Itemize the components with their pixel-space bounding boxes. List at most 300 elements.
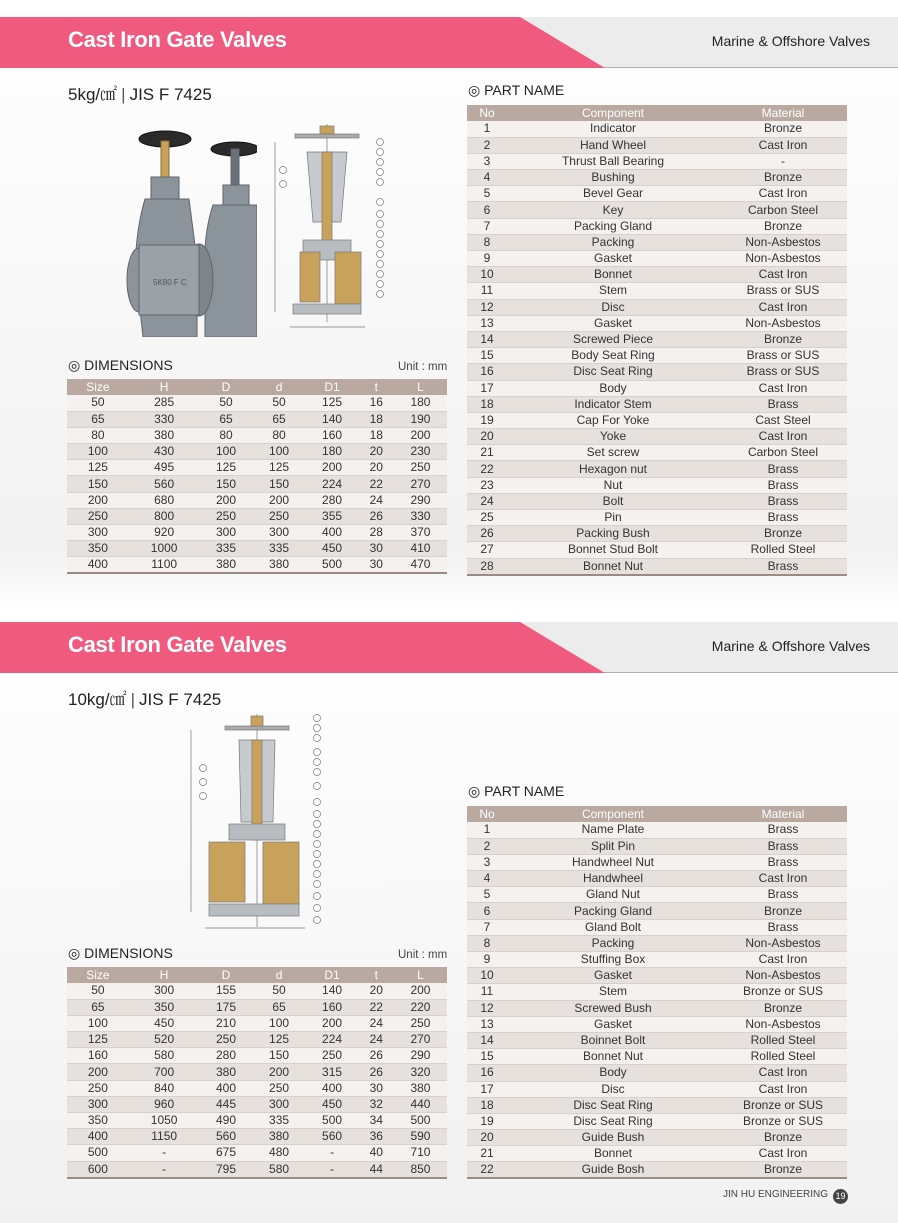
table-cell: 160	[306, 999, 359, 1015]
table-cell: 20	[467, 429, 507, 445]
table-cell: 350	[67, 541, 129, 557]
table-cell: 100	[67, 444, 129, 460]
table-cell: 500	[67, 1145, 129, 1161]
table-cell: Brass	[719, 838, 847, 854]
table-cell: 10	[467, 968, 507, 984]
part-row	[467, 153, 847, 169]
part-name-heading: ◎ PART NAME	[468, 783, 565, 799]
table-cell: 24	[467, 493, 507, 509]
table-cell: 16	[467, 1065, 507, 1081]
part-row	[467, 477, 847, 493]
table-cell: Cast Iron	[719, 429, 847, 445]
part-row	[467, 1097, 847, 1113]
table-cell: 26	[359, 1048, 394, 1064]
table-cell: Yoke	[507, 429, 719, 445]
table-cell: Body Seat Ring	[507, 348, 719, 364]
table-cell: 14	[467, 1032, 507, 1048]
part-name-table	[467, 105, 847, 576]
part-row	[467, 1146, 847, 1162]
table-cell: 100	[199, 444, 252, 460]
dimensions-table	[67, 967, 447, 1179]
table-cell: 17	[467, 380, 507, 396]
table-cell: Body	[507, 1065, 719, 1081]
table-cell: Cast Iron	[719, 380, 847, 396]
table-cell: Packing	[507, 935, 719, 951]
column-header: D	[199, 379, 252, 395]
table-cell: 224	[306, 476, 359, 492]
table-cell: 1	[467, 822, 507, 838]
table-cell: 335	[199, 541, 252, 557]
table-cell: 13	[467, 315, 507, 331]
table-cell: Handwheel Nut	[507, 854, 719, 870]
part-row	[467, 299, 847, 315]
table-cell: Bronze	[719, 526, 847, 542]
part-row	[467, 202, 847, 218]
table-cell: 850	[394, 1161, 447, 1178]
table-cell: 380	[199, 1064, 252, 1080]
table-cell: -	[306, 1161, 359, 1178]
table-cell: 9	[467, 952, 507, 968]
table-cell: Cast Iron	[719, 137, 847, 153]
table-cell: 125	[253, 1032, 306, 1048]
table-cell: Cap For Yoke	[507, 412, 719, 428]
table-cell: 22	[359, 476, 394, 492]
table-cell: 50	[67, 395, 129, 411]
table-cell: 330	[394, 508, 447, 524]
table-cell: 28	[467, 558, 507, 575]
section-10k	[0, 620, 898, 1223]
table-cell: 270	[394, 1032, 447, 1048]
table-cell: 200	[394, 983, 447, 999]
table-cell: 25	[467, 510, 507, 526]
table-cell: Carbon Steel	[719, 202, 847, 218]
table-cell: 125	[306, 395, 359, 411]
table-cell: 290	[394, 492, 447, 508]
table-cell: 16	[467, 364, 507, 380]
table-cell: 180	[306, 444, 359, 460]
table-cell: Cast Iron	[719, 871, 847, 887]
unit-label: Unit : mm	[398, 949, 448, 961]
table-cell: 11	[467, 984, 507, 1000]
cross-section-drawing	[265, 122, 390, 337]
table-cell: Disc Seat Ring	[507, 1113, 719, 1129]
table-cell: 27	[467, 542, 507, 558]
part-name-table	[467, 806, 847, 1179]
table-cell: Brass	[719, 396, 847, 412]
table-cell: 300	[253, 1096, 306, 1112]
table-cell: 22	[359, 999, 394, 1015]
dimension-row	[67, 1048, 447, 1064]
table-cell: 330	[129, 411, 200, 427]
table-cell: 6	[467, 202, 507, 218]
table-cell: 370	[394, 525, 447, 541]
part-row	[467, 984, 847, 1000]
table-cell: 920	[129, 525, 200, 541]
part-row	[467, 822, 847, 838]
part-row	[467, 380, 847, 396]
page-title: Cast Iron Gate Valves	[68, 632, 287, 657]
part-row	[467, 283, 847, 299]
table-cell: 100	[253, 444, 306, 460]
table-cell: 800	[129, 508, 200, 524]
table-cell: 400	[306, 525, 359, 541]
standard-code: JIS F 7425	[139, 690, 222, 709]
table-cell: 140	[306, 411, 359, 427]
table-cell: 1	[467, 121, 507, 137]
part-row	[467, 331, 847, 347]
table-cell: Brass or SUS	[719, 348, 847, 364]
table-cell: Brass	[719, 461, 847, 477]
table-cell: 350	[67, 1113, 129, 1129]
part-row	[467, 218, 847, 234]
page-title: Cast Iron Gate Valves	[68, 27, 287, 52]
table-cell: Screwed Piece	[507, 331, 719, 347]
table-cell: 1150	[129, 1129, 200, 1145]
table-cell: 280	[199, 1048, 252, 1064]
part-row	[467, 871, 847, 887]
table-cell: 380	[129, 427, 200, 443]
table-cell: Brass or SUS	[719, 364, 847, 380]
table-cell: Pin	[507, 510, 719, 526]
part-row	[467, 903, 847, 919]
column-header: No	[467, 105, 507, 121]
table-cell: Brass	[719, 558, 847, 575]
table-cell: 250	[199, 1032, 252, 1048]
table-cell: 65	[67, 999, 129, 1015]
table-cell: 1100	[129, 557, 200, 574]
part-row	[467, 558, 847, 575]
table-cell: 3	[467, 153, 507, 169]
table-cell: 22	[467, 461, 507, 477]
part-row	[467, 1065, 847, 1081]
dimension-row	[67, 999, 447, 1015]
table-cell: Stuffing Box	[507, 952, 719, 968]
table-cell: 840	[129, 1080, 200, 1096]
table-cell: 495	[129, 460, 200, 476]
table-cell: 355	[306, 508, 359, 524]
table-cell: 250	[394, 460, 447, 476]
table-cell: 19	[467, 1113, 507, 1129]
part-row	[467, 396, 847, 412]
table-cell: 250	[306, 1048, 359, 1064]
dimension-row	[67, 525, 447, 541]
company-footer: JIN HU ENGINEERING	[722, 1189, 828, 1200]
table-cell: 450	[129, 1015, 200, 1031]
table-cell: 680	[129, 492, 200, 508]
table-cell: 80	[67, 427, 129, 443]
table-cell: 65	[253, 411, 306, 427]
table-cell: 400	[306, 1080, 359, 1096]
table-cell: Bronze	[719, 331, 847, 347]
table-cell: 40	[359, 1145, 394, 1161]
table-cell: 1050	[129, 1113, 200, 1129]
table-cell: Bronze	[719, 903, 847, 919]
table-cell: Bronze	[719, 1130, 847, 1146]
table-cell: 32	[359, 1096, 394, 1112]
table-cell: Bronze or SUS	[719, 1097, 847, 1113]
table-cell: Brass	[719, 493, 847, 509]
table-cell: Bronze	[719, 121, 847, 137]
table-cell: 470	[394, 557, 447, 574]
dimension-row	[67, 557, 447, 574]
table-cell: 150	[199, 476, 252, 492]
table-cell: Carbon Steel	[719, 445, 847, 461]
column-header: t	[359, 967, 394, 983]
table-cell: 380	[394, 1080, 447, 1096]
table-cell: 250	[253, 508, 306, 524]
table-cell: 26	[467, 526, 507, 542]
table-cell: 285	[129, 395, 200, 411]
table-cell: 200	[253, 1064, 306, 1080]
table-cell: 795	[199, 1161, 252, 1178]
table-cell: 250	[253, 1080, 306, 1096]
table-cell: 4	[467, 871, 507, 887]
table-cell: 270	[394, 476, 447, 492]
table-cell: Cast Iron	[719, 299, 847, 315]
table-cell: Non-Asbestos	[719, 234, 847, 250]
table-cell: Cast Iron	[719, 1146, 847, 1162]
table-cell: 400	[67, 1129, 129, 1145]
table-cell: 315	[306, 1064, 359, 1080]
table-cell: 250	[67, 508, 129, 524]
table-cell: 700	[129, 1064, 200, 1080]
table-cell: 400	[67, 557, 129, 574]
standard-code: JIS F 7425	[129, 85, 212, 104]
header-banner	[0, 622, 898, 673]
table-cell: 150	[253, 476, 306, 492]
table-cell: 2	[467, 137, 507, 153]
part-row	[467, 1032, 847, 1048]
part-row	[467, 137, 847, 153]
dimension-row	[67, 427, 447, 443]
part-row	[467, 854, 847, 870]
table-cell: 100	[253, 1015, 306, 1031]
table-cell: 320	[394, 1064, 447, 1080]
part-name-heading: ◎ PART NAME	[468, 82, 565, 98]
table-cell: 600	[67, 1161, 129, 1178]
table-cell: Disc	[507, 299, 719, 315]
table-cell: 18	[467, 396, 507, 412]
table-cell: Packing	[507, 234, 719, 250]
table-cell: 30	[359, 1080, 394, 1096]
table-cell: Guide Bosh	[507, 1162, 719, 1179]
table-cell: 250	[67, 1080, 129, 1096]
part-row	[467, 1081, 847, 1097]
table-cell: 21	[467, 445, 507, 461]
table-cell: 26	[359, 1064, 394, 1080]
dimension-row	[67, 983, 447, 999]
table-cell: 18	[359, 427, 394, 443]
table-cell: Set screw	[507, 445, 719, 461]
dimension-row	[67, 508, 447, 524]
table-cell: 50	[253, 395, 306, 411]
table-cell: Bronze or SUS	[719, 984, 847, 1000]
part-row	[467, 234, 847, 250]
table-cell: 200	[199, 492, 252, 508]
table-cell: Non-Asbestos	[719, 1016, 847, 1032]
table-cell: -	[129, 1161, 200, 1178]
column-header: t	[359, 379, 394, 395]
table-cell: 20	[467, 1130, 507, 1146]
dimensions-table	[67, 379, 447, 574]
dimension-row	[67, 1096, 447, 1112]
table-cell: 410	[394, 541, 447, 557]
part-row	[467, 510, 847, 526]
table-cell: 7	[467, 218, 507, 234]
table-cell: Cast Iron	[719, 186, 847, 202]
table-cell: 4	[467, 170, 507, 186]
table-cell: 6	[467, 903, 507, 919]
table-cell: 80	[253, 427, 306, 443]
table-cell: 224	[306, 1032, 359, 1048]
part-row	[467, 429, 847, 445]
table-cell: Key	[507, 202, 719, 218]
table-cell: Gasket	[507, 315, 719, 331]
table-cell: 440	[394, 1096, 447, 1112]
table-cell: 1000	[129, 541, 200, 557]
table-cell: Bonnet	[507, 1146, 719, 1162]
table-cell: Gasket	[507, 968, 719, 984]
table-cell: 50	[67, 983, 129, 999]
table-cell: 3	[467, 854, 507, 870]
part-row	[467, 935, 847, 951]
table-cell: 19	[467, 412, 507, 428]
column-header: d	[253, 967, 306, 983]
column-header: H	[129, 967, 200, 983]
table-cell: 190	[394, 411, 447, 427]
table-cell: Brass	[719, 510, 847, 526]
dimension-row	[67, 1080, 447, 1096]
table-cell: 300	[67, 525, 129, 541]
table-cell: Disc	[507, 1081, 719, 1097]
table-cell: 490	[199, 1113, 252, 1129]
table-cell: Brass	[719, 477, 847, 493]
part-row	[467, 526, 847, 542]
table-cell: Rolled Steel	[719, 1049, 847, 1065]
table-cell: 26	[359, 508, 394, 524]
table-cell: Rolled Steel	[719, 1032, 847, 1048]
column-header: L	[394, 379, 447, 395]
table-cell: 65	[67, 411, 129, 427]
table-cell: 22	[467, 1162, 507, 1179]
table-cell: 200	[253, 492, 306, 508]
table-cell: Indicator	[507, 121, 719, 137]
table-cell: 560	[129, 476, 200, 492]
part-row	[467, 1130, 847, 1146]
table-cell: 560	[199, 1129, 252, 1145]
header-banner	[0, 17, 898, 68]
unit-label: Unit : mm	[398, 361, 448, 373]
table-cell: 480	[253, 1145, 306, 1161]
table-cell: 16	[359, 395, 394, 411]
table-cell: 5	[467, 887, 507, 903]
table-cell: Bronze	[719, 1162, 847, 1179]
column-header: D1	[306, 967, 359, 983]
table-cell: 500	[306, 557, 359, 574]
table-cell: 140	[306, 983, 359, 999]
table-cell: 15	[467, 1049, 507, 1065]
dimension-row	[67, 444, 447, 460]
table-cell: 36	[359, 1129, 394, 1145]
table-cell: 335	[253, 541, 306, 557]
table-cell: 175	[199, 999, 252, 1015]
table-cell: 50	[199, 395, 252, 411]
table-cell: 24	[359, 492, 394, 508]
table-cell: Gland Nut	[507, 887, 719, 903]
table-cell: Bevel Gear	[507, 186, 719, 202]
valve-photo	[125, 125, 257, 337]
table-cell: 200	[67, 492, 129, 508]
table-cell: Non-Asbestos	[719, 935, 847, 951]
dimension-row	[67, 1015, 447, 1031]
table-cell: 230	[394, 444, 447, 460]
table-cell: Rolled Steel	[719, 542, 847, 558]
column-header: H	[129, 379, 200, 395]
table-cell: 300	[67, 1096, 129, 1112]
table-cell: 380	[253, 1129, 306, 1145]
table-cell: 125	[199, 460, 252, 476]
part-row	[467, 1113, 847, 1129]
part-row	[467, 445, 847, 461]
table-cell: 250	[394, 1015, 447, 1031]
table-cell: Split Pin	[507, 838, 719, 854]
table-cell: 710	[394, 1145, 447, 1161]
dimension-row	[67, 1161, 447, 1178]
table-cell: 50	[253, 983, 306, 999]
table-cell: 12	[467, 299, 507, 315]
table-cell: 200	[394, 427, 447, 443]
table-cell: Brass	[719, 854, 847, 870]
table-cell: 220	[394, 999, 447, 1015]
table-cell: 20	[359, 983, 394, 999]
dimension-row	[67, 1145, 447, 1161]
part-row	[467, 267, 847, 283]
table-cell: 960	[129, 1096, 200, 1112]
table-cell: 34	[359, 1113, 394, 1129]
part-row	[467, 186, 847, 202]
pressure-rating: 5kg/㎠	[68, 85, 118, 104]
part-row	[467, 838, 847, 854]
column-header: No	[467, 806, 507, 822]
table-cell: 250	[199, 508, 252, 524]
table-cell: 8	[467, 234, 507, 250]
table-cell: 200	[67, 1064, 129, 1080]
table-cell: 44	[359, 1161, 394, 1178]
table-cell: 125	[67, 460, 129, 476]
table-cell: 8	[467, 935, 507, 951]
table-cell: 290	[394, 1048, 447, 1064]
table-cell: Non-Asbestos	[719, 251, 847, 267]
table-cell: 155	[199, 983, 252, 999]
part-row	[467, 170, 847, 186]
table-cell: Bonnet Nut	[507, 1049, 719, 1065]
table-cell: 17	[467, 1081, 507, 1097]
cross-section-drawing	[185, 712, 325, 937]
spec-line: 10kg/㎠ | JIS F 7425	[68, 690, 222, 709]
table-cell: 150	[67, 476, 129, 492]
part-row	[467, 952, 847, 968]
table-cell: 180	[394, 395, 447, 411]
table-cell: 24	[359, 1032, 394, 1048]
table-cell: Gasket	[507, 251, 719, 267]
category-label: Marine & Offshore Valves	[711, 638, 870, 654]
table-cell: -	[129, 1145, 200, 1161]
part-row	[467, 121, 847, 137]
table-cell: Screwed Bush	[507, 1000, 719, 1016]
dimension-row	[67, 395, 447, 411]
pressure-rating: 10kg/㎠	[68, 690, 127, 709]
table-cell: 160	[67, 1048, 129, 1064]
